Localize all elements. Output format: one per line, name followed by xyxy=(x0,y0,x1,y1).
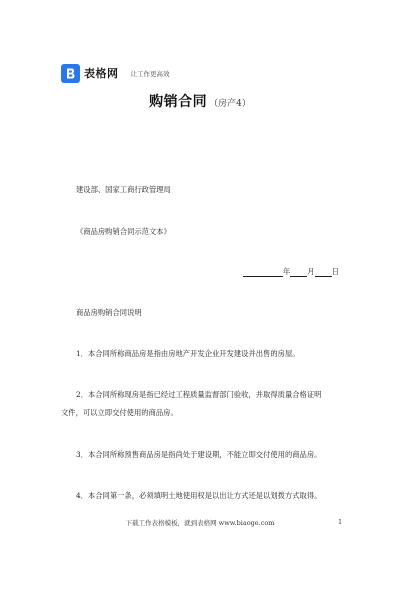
page-number: 1 xyxy=(338,518,343,526)
paragraph-item-3: 3．本合同所称预售商品房是指尚处于建设期，不能立即交付使用的商品房。 xyxy=(76,450,322,459)
year-blank xyxy=(243,267,283,277)
month-blank xyxy=(290,267,307,277)
page-footer: 下载工作表格模板，就到表格网 www.biaoge.com xyxy=(125,519,275,527)
biaoge-logo-icon xyxy=(61,64,80,83)
month-label: 月 xyxy=(307,267,315,276)
paragraph-item-2-continued: 文件，可以立即交付使用的商品房。 xyxy=(61,408,178,417)
paragraph-item-2: 2．本合同所称现房是指已经过工程质量监督部门验收，并取得质量合格证明 xyxy=(76,390,322,399)
paragraph-item-4: 4．本合同第一条，必须填明土地使用权是以出让方式还是以划拨方式取得。 xyxy=(76,491,322,500)
day-label: 日 xyxy=(331,267,339,276)
brand-name: 表格网 xyxy=(84,67,119,80)
document-title-sub: （房产4） xyxy=(209,99,251,109)
date-line xyxy=(243,267,339,277)
paragraph-item-1: 1．本合同所称商品房是指由房地产开发企业开发建设并出售的房屋。 xyxy=(76,349,300,358)
day-blank xyxy=(315,267,332,277)
year-label: 年 xyxy=(283,267,291,276)
document-title xyxy=(0,91,400,111)
brand-header xyxy=(61,62,170,84)
brand-slogan: 让工作更高效 xyxy=(130,69,170,78)
template-name-line: 《商品房购销合同示范文本》 xyxy=(76,227,171,236)
section-title: 商品房购销合同说明 xyxy=(76,308,142,317)
addressee-line: 建设部、国家工商行政管理局 xyxy=(76,185,171,194)
document-title-main: 购销合同 xyxy=(149,94,208,110)
